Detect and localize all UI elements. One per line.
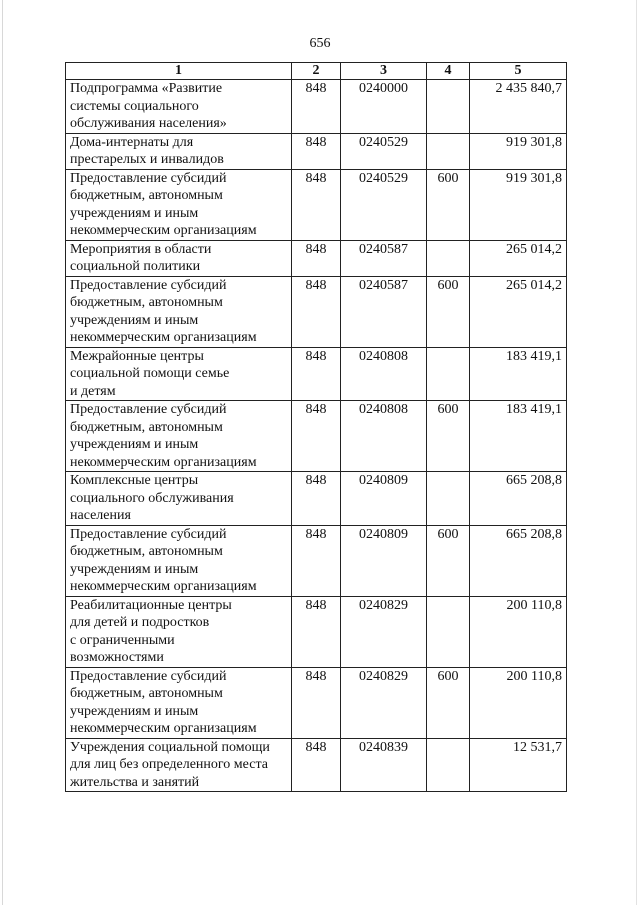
budget-table [65,62,567,792]
table-row [66,738,567,792]
item-name-cell: Комплексные центры социального обслуживания населения [66,472,292,526]
amount-cell: 200 110,8 [470,667,567,738]
table-body [66,80,567,792]
grbs-code-cell: 848 [292,667,341,738]
item-name-cell: Предоставление субсидий бюджетным, автономным учреждениям и иным некоммерческим организациям [66,401,292,472]
item-name-cell: Предоставление субсидий бюджетным, автономным учреждениям и иным некоммерческим организациям [66,276,292,347]
target-article-cell: 0240809 [341,525,427,596]
item-name-cell: Реабилитационные центры для детей и подростков с ограниченными возможностями [66,596,292,667]
item-name-cell: Предоставление субсидий бюджетным, автономным учреждениям и иным некоммерческим организациям [66,667,292,738]
expense-type-cell [427,240,470,276]
expense-type-cell [427,347,470,401]
expense-type-cell: 600 [427,169,470,240]
table-row [66,133,567,169]
target-article-cell: 0240587 [341,276,427,347]
target-article-cell: 0240529 [341,133,427,169]
column-header-4: 4 [427,63,470,80]
expense-type-cell [427,472,470,526]
grbs-code-cell: 848 [292,169,341,240]
expense-type-cell: 600 [427,401,470,472]
target-article-cell: 0240809 [341,472,427,526]
grbs-code-cell: 848 [292,240,341,276]
target-article-cell: 0240808 [341,401,427,472]
grbs-code-cell: 848 [292,276,341,347]
scan-edge-left [2,0,3,905]
grbs-code-cell: 848 [292,472,341,526]
column-header-3: 3 [341,63,427,80]
grbs-code-cell: 848 [292,401,341,472]
target-article-cell: 0240000 [341,80,427,134]
header-row [66,63,567,80]
table-row [66,667,567,738]
amount-cell: 2 435 840,7 [470,80,567,134]
table-row [66,169,567,240]
amount-cell: 919 301,8 [470,169,567,240]
grbs-code-cell: 848 [292,80,341,134]
expense-type-cell: 600 [427,276,470,347]
target-article-cell: 0240587 [341,240,427,276]
amount-cell: 265 014,2 [470,240,567,276]
table-row [66,240,567,276]
table-header [66,63,567,80]
item-name-cell: Предоставление субсидий бюджетным, автономным учреждениям и иным некоммерческим организациям [66,525,292,596]
table-row [66,525,567,596]
amount-cell: 183 419,1 [470,401,567,472]
table-row [66,80,567,134]
table-row [66,596,567,667]
grbs-code-cell: 848 [292,596,341,667]
column-header-2: 2 [292,63,341,80]
item-name-cell: Учреждения социальной помощи для лиц без определенного места жительства и занятий [66,738,292,792]
table-row [66,276,567,347]
table-row [66,347,567,401]
amount-cell: 183 419,1 [470,347,567,401]
grbs-code-cell: 848 [292,738,341,792]
item-name-cell: Дома-интернаты для престарелых и инвалидов [66,133,292,169]
expense-type-cell [427,133,470,169]
target-article-cell: 0240829 [341,667,427,738]
table-row [66,401,567,472]
page-number: 656 [309,36,331,51]
table-row [66,472,567,526]
expense-type-cell [427,738,470,792]
target-article-cell: 0240808 [341,347,427,401]
item-name-cell: Подпрограмма «Развитие системы социального обслуживания населения» [66,80,292,134]
target-article-cell: 0240839 [341,738,427,792]
amount-cell: 665 208,8 [470,525,567,596]
amount-cell: 200 110,8 [470,596,567,667]
expense-type-cell [427,596,470,667]
target-article-cell: 0240829 [341,596,427,667]
item-name-cell: Предоставление субсидий бюджетным, автономным учреждениям и иным некоммерческим организациям [66,169,292,240]
target-article-cell: 0240529 [341,169,427,240]
expense-type-cell: 600 [427,667,470,738]
expense-type-cell: 600 [427,525,470,596]
item-name-cell: Межрайонные центры социальной помощи семье и детям [66,347,292,401]
amount-cell: 265 014,2 [470,276,567,347]
column-header-5: 5 [470,63,567,80]
column-header-1: 1 [66,63,292,80]
expense-type-cell [427,80,470,134]
grbs-code-cell: 848 [292,133,341,169]
amount-cell: 665 208,8 [470,472,567,526]
grbs-code-cell: 848 [292,525,341,596]
item-name-cell: Мероприятия в области социальной политики [66,240,292,276]
amount-cell: 919 301,8 [470,133,567,169]
scan-edge-right [636,0,637,905]
grbs-code-cell: 848 [292,347,341,401]
amount-cell: 12 531,7 [470,738,567,792]
